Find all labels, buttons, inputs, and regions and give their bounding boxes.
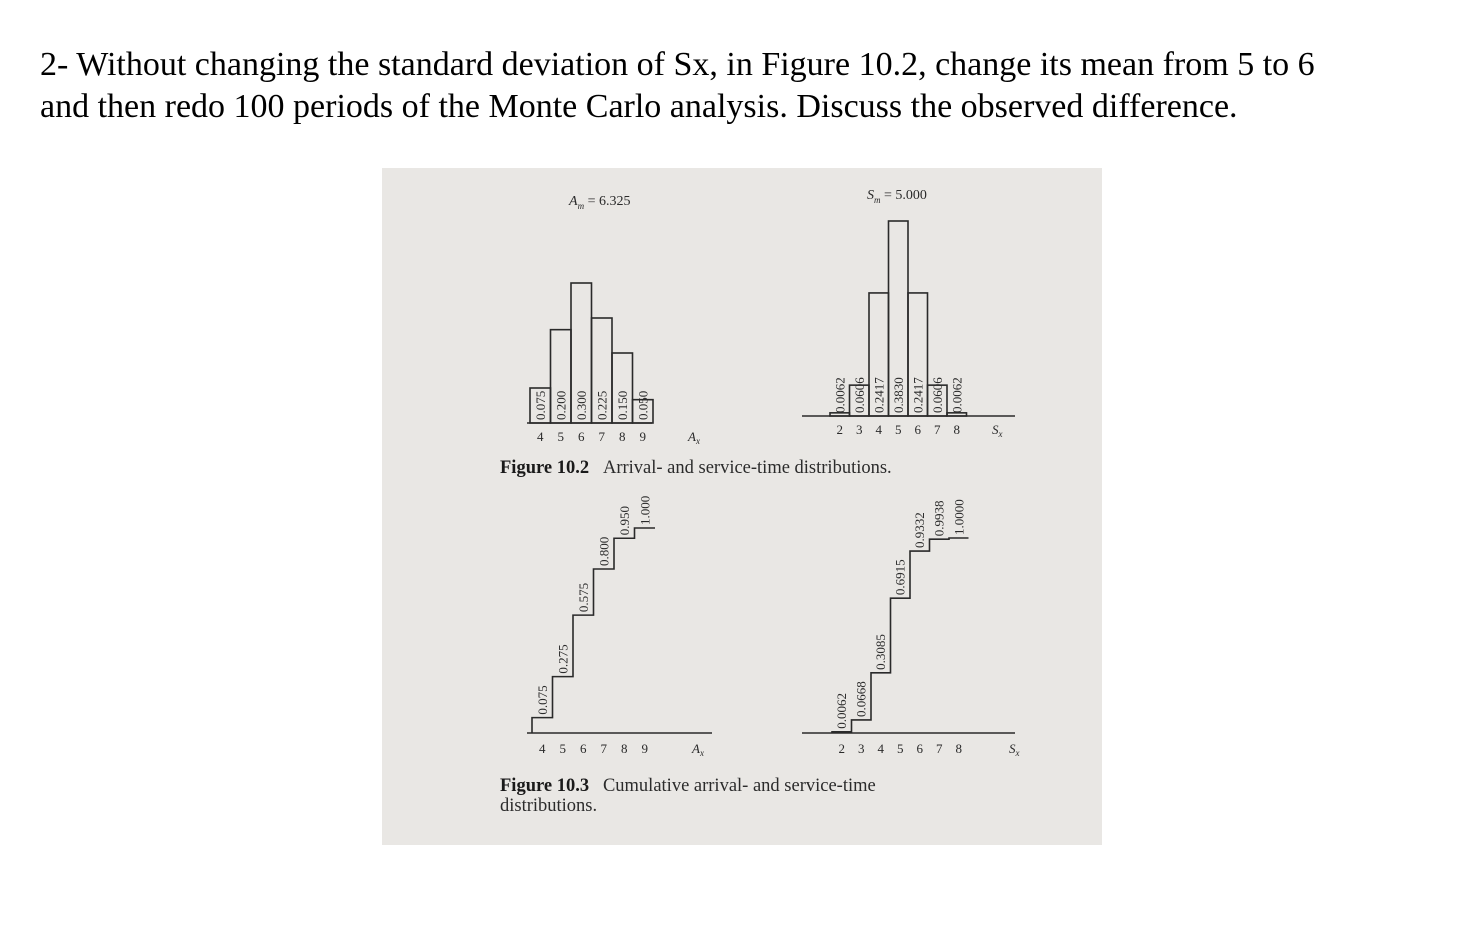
arrival-cum-step-label-7: 0.800 — [596, 536, 612, 566]
service-cum-tick-6: 6 — [916, 741, 923, 756]
service-cum-step-label-3: 0.0668 — [853, 681, 869, 717]
figures-svg — [382, 168, 1102, 845]
question-text — [40, 44, 1460, 128]
service-hist-axis-title: $S_x$ — [992, 422, 1003, 439]
service-cum-tick-8: 8 — [955, 741, 962, 756]
service-hist-tick-5: 5 — [895, 422, 902, 437]
arrival-hist-bar-label-9: 0.050 — [635, 390, 651, 420]
service-hist-bar-label-8: 0.0062 — [949, 377, 965, 413]
service-cum-step-label-4: 0.3085 — [873, 634, 889, 670]
service-mean-label: $S_m = 5.000$ — [867, 188, 927, 205]
arrival-cum-tick-9: 9 — [641, 741, 648, 756]
service-cum-tick-3: 3 — [858, 741, 865, 756]
textbook-photo — [382, 168, 1102, 845]
arrival-cum-step-label-5: 0.275 — [555, 644, 571, 674]
figure-10-2-caption — [500, 458, 892, 479]
service-cum-tick-5: 5 — [897, 741, 904, 756]
service-hist-bar-label-6: 0.2417 — [910, 377, 926, 413]
service-cum-step-label-7: 0.9938 — [931, 500, 947, 537]
service-cum-step-label-6: 0.9332 — [912, 512, 928, 549]
arrival-cum-step-label-8: 0.950 — [616, 506, 632, 536]
figure-10-2-label: Figure 10.2 — [500, 458, 590, 478]
arrival-hist-tick-4: 4 — [537, 429, 544, 444]
arrival-cum-step-line — [532, 528, 655, 733]
arrival-hist-bar-label-7: 0.225 — [594, 390, 610, 420]
question-line-1: 2- Without changing the standard deviation of Sx, in Figure 10.2, change its mean from 5 to 6 — [40, 46, 1315, 83]
arrival-hist-tick-8: 8 — [619, 429, 626, 444]
arrival-cum-tick-7: 7 — [600, 741, 607, 756]
figure-10-3-caption-line-2: distributions. — [500, 796, 598, 816]
service-hist-bar-label-7: 0.0606 — [929, 377, 945, 413]
figure-10-3-caption-line-1: Cumulative arrival- and service-time — [602, 776, 876, 796]
service-hist-tick-7: 7 — [934, 422, 941, 437]
service-hist-tick-3: 3 — [856, 422, 863, 437]
arrival-mean-label: $A_m = 6.325$ — [569, 194, 631, 211]
figure-10-3-caption — [500, 776, 876, 797]
service-hist-tick-8: 8 — [953, 422, 960, 437]
arrival-hist-tick-6: 6 — [578, 429, 585, 444]
service-hist-tick-6: 6 — [914, 422, 921, 437]
arrival-hist-axis-title: $A_x$ — [688, 429, 700, 446]
service-hist-tick-4: 4 — [875, 422, 882, 437]
service-cum-step-label-5: 0.6915 — [892, 559, 908, 596]
service-cum-step-label-2: 0.0062 — [834, 693, 850, 729]
service-hist-bar-label-4: 0.2417 — [871, 377, 887, 413]
service-hist-bar-label-3: 0.0606 — [851, 377, 867, 413]
arrival-hist-bar-label-5: 0.200 — [553, 390, 569, 420]
service-hist-bar-label-2: 0.0062 — [832, 377, 848, 413]
arrival-hist-tick-7: 7 — [598, 429, 605, 444]
figure-10-2-caption-text: Arrival- and service-time distributions. — [602, 458, 892, 478]
arrival-cum-tick-5: 5 — [559, 741, 566, 756]
service-cum-tick-4: 4 — [877, 741, 884, 756]
arrival-cum-step-label-9: 1.000 — [637, 495, 653, 525]
arrival-cum-tick-4: 4 — [539, 741, 546, 756]
figure-10-3-label: Figure 10.3 — [500, 776, 590, 796]
arrival-hist-tick-9: 9 — [639, 429, 646, 444]
arrival-hist-bar-label-8: 0.150 — [614, 390, 630, 420]
arrival-cum-step-label-4: 0.075 — [534, 685, 550, 715]
arrival-hist-bar-label-6: 0.300 — [573, 390, 589, 420]
service-cum-tick-7: 7 — [936, 741, 943, 756]
arrival-hist-tick-5: 5 — [557, 429, 564, 444]
service-cum-step-label-8: 1.0000 — [951, 499, 967, 535]
arrival-cum-axis-title: $A_x$ — [692, 741, 704, 758]
service-hist-bar-label-5: 0.3830 — [890, 377, 906, 413]
service-cum-tick-2: 2 — [838, 741, 845, 756]
arrival-hist-bar-label-4: 0.075 — [532, 390, 548, 420]
service-cum-axis-title: $S_x$ — [1009, 741, 1020, 758]
service-hist-tick-2: 2 — [836, 422, 843, 437]
question-line-2: and then redo 100 periods of the Monte Carlo analysis. Discuss the observed difference. — [40, 88, 1238, 125]
arrival-cum-tick-8: 8 — [621, 741, 628, 756]
arrival-cum-step-label-6: 0.575 — [575, 582, 591, 613]
arrival-cum-tick-6: 6 — [580, 741, 587, 756]
